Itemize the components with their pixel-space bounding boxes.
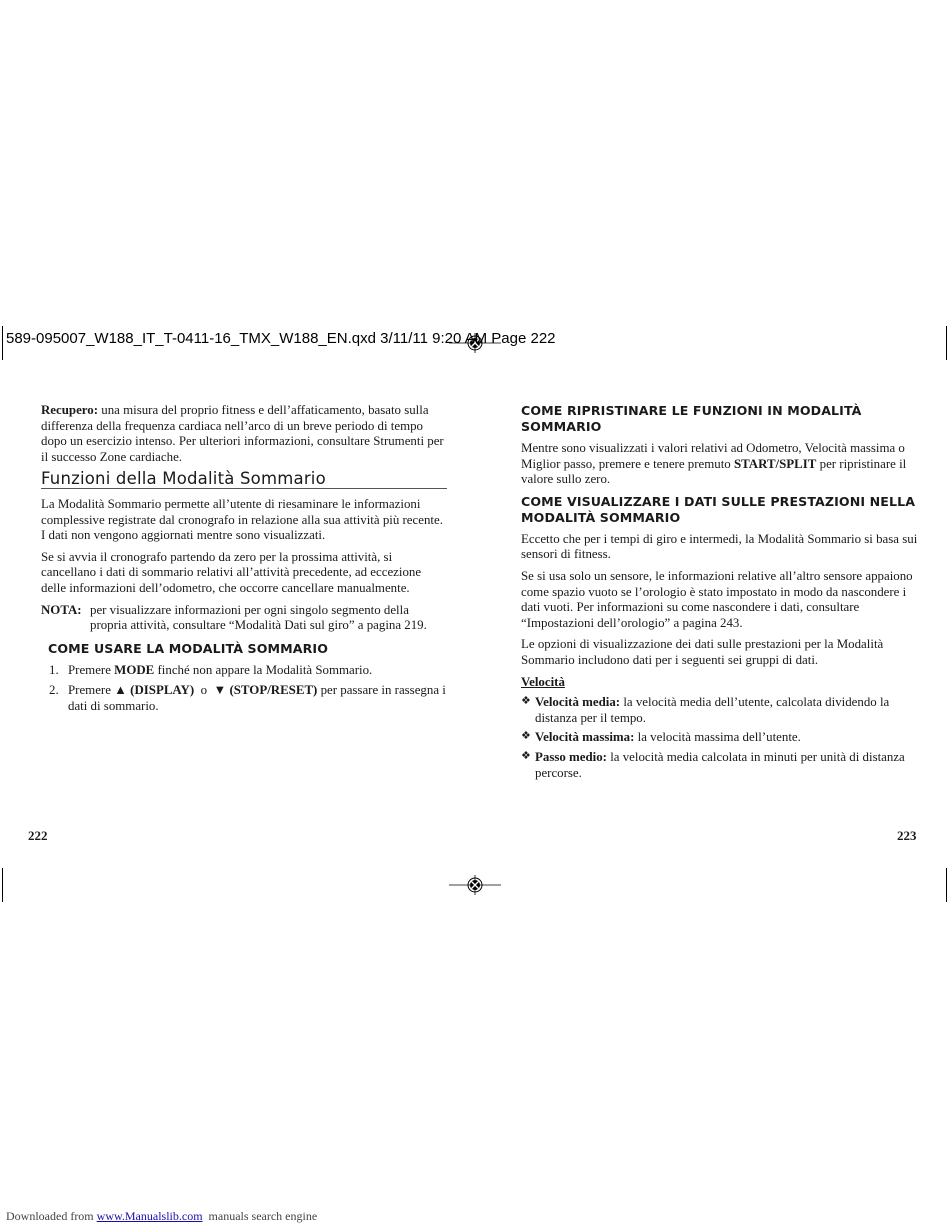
list-item: [521, 695, 921, 726]
step-text: finché non appare la Modalità Sommario.: [154, 662, 373, 677]
bullet-term: Velocità media:: [535, 695, 621, 710]
crop-mark-bottom-right: [946, 868, 947, 902]
recupero-term: Recupero:: [41, 403, 99, 417]
step-text: Premere: [68, 683, 115, 698]
reset-paragraph: [521, 441, 921, 488]
step-text: per passare in rassegna i dati di sommario.: [68, 683, 446, 713]
mode-button-label: MODE: [114, 662, 155, 677]
stop-reset-button-label: ▼ (STOP/RESET): [213, 683, 318, 698]
start-split-button-label: START/SPLIT: [733, 456, 817, 471]
step-item: [41, 663, 447, 679]
nota-label: NOTA:: [41, 602, 82, 617]
page-number-left: 222: [28, 828, 48, 843]
page-number-right: 223: [897, 828, 917, 843]
bullet-icon: ❖: [521, 749, 531, 762]
list-item: [521, 750, 921, 781]
bullet-icon: ❖: [521, 730, 531, 743]
crop-mark-bottom-left: [2, 868, 3, 902]
crop-mark-top-right: [946, 326, 947, 360]
download-footer: [6, 1209, 317, 1224]
bullet-text: la velocità media dell’utente, calcolata dividendo la distanza per il tempo.: [535, 695, 890, 725]
sensors-paragraph: Eccetto che per i tempi di giro e intermedi, la Modalità Sommario si basa sui sensori di fitness.: [521, 531, 918, 562]
bullet-term: Passo medio:: [535, 749, 607, 764]
subheading-how-to-use: COME USARE LA MODALITÀ SOMMARIO: [48, 640, 329, 656]
section-heading-summary-functions: Funzioni della Modalità Sommario: [41, 471, 447, 489]
display-button-label: ▲ (DISPLAY): [114, 683, 195, 698]
bullet-text: la velocità media calcolata in minuti per unità di distanza percorse.: [535, 749, 905, 780]
manualslib-link[interactable]: www.Manualslib.com: [96, 1209, 203, 1223]
recupero-paragraph: [41, 403, 447, 465]
nota-block: [41, 603, 447, 634]
reset-text: Mentre sono visualizzati i valori relativi ad Odometro, Velocità massima o Miglior passo, premere e tenere premuto: [521, 441, 905, 471]
summary-reset-paragraph: Se si avvia il cronografo partendo da zero per la prossima attività, si cancellano i dati di sommario relativi all’attività precedente, ad eccezione delle informazioni dell’odometro, che occorre cancellare manualmente.: [41, 549, 422, 595]
steps-list: [41, 663, 447, 715]
right-page-column: [521, 403, 921, 785]
crop-mark-top-left: [2, 326, 3, 360]
display-options-paragraph: Le opzioni di visualizzazione dei dati sulle prestazioni per la Modalità Sommario includono dati per i seguenti sei gruppi di dati.: [521, 637, 884, 667]
bullet-icon: ❖: [521, 695, 531, 708]
recupero-text: una misura del proprio fitness e dell’affaticamento, basato sulla differenza della frequenza cardiaca nell’arco di un breve periodo di tempo dopo un esercizio intenso. Per ulteriori informazioni, consultare Strumenti per il successo Zone cardiache.: [41, 403, 444, 464]
step-number: 2.: [49, 683, 59, 698]
velocita-section-title: Velocità: [521, 674, 565, 689]
step-item: [41, 683, 447, 714]
step-text: o: [194, 683, 214, 698]
nota-text: per visualizzare informazioni per ogni singolo segmento della propria attività, consultare “Modalità Dati sul giro” a pagina 219.: [90, 602, 427, 633]
bullet-term: Velocità massima:: [535, 730, 635, 745]
subheading-view-performance: COME VISUALIZZARE I DATI SULLE PRESTAZIONI NELLA MODALITÀ SOMMARIO: [521, 493, 916, 525]
summary-intro-paragraph: La Modalità Sommario permette all’utente di riesaminare le informazioni complessive registrate dal cronografo in relazione alla sua attività più recente. I dati non vengono aggiornati mentre sono visualizzati.: [41, 496, 443, 543]
step-text: Premere: [68, 662, 115, 677]
step-number: 1.: [49, 662, 59, 677]
footer-suffix: manuals search engine: [202, 1209, 318, 1223]
bullet-text: la velocità massima dell’utente.: [634, 730, 801, 745]
list-item: [521, 730, 921, 746]
reset-text: per ripristinare il valore sullo zero.: [521, 456, 907, 487]
velocita-bullet-list: [521, 695, 921, 781]
print-slug-line: 589-095007_W188_IT_T-0411-16_TMX_W188_EN.qxd 3/11/11 9:20 AM Page 222: [6, 330, 556, 347]
left-page-column: [41, 403, 447, 720]
single-sensor-paragraph: Se si usa solo un sensore, le informazioni relative all’altro sensore appaiono come spazio vuoto se l’orologio è stato impostato in modo da nascondere i dati vuoti. Per informazioni su come nascondere i dati, consultare “Impostazioni dell’orologio” a pagina 243.: [521, 568, 913, 630]
registration-mark-bottom-icon: [449, 875, 501, 895]
footer-prefix: Downloaded from: [6, 1209, 97, 1223]
subheading-reset-summary: COME RIPRISTINARE LE FUNZIONI IN MODALITÀ SOMMARIO: [521, 403, 862, 434]
